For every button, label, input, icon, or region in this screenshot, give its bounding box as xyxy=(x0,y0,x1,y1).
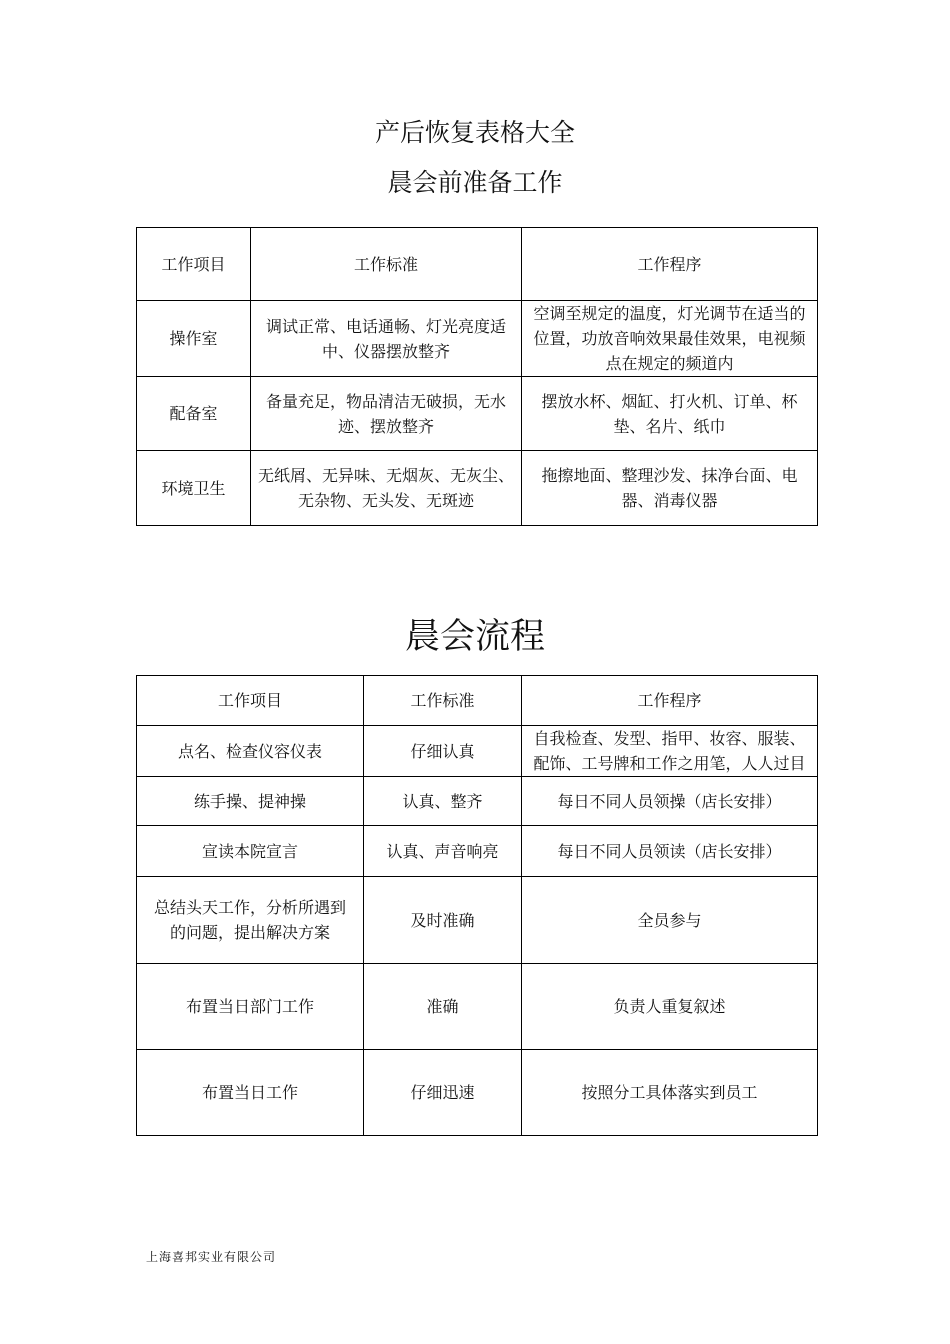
table-row xyxy=(137,777,818,826)
item-cell: 操作室 xyxy=(137,301,251,377)
item-cell: 宣读本院宣言 xyxy=(137,826,364,877)
standard-cell: 准确 xyxy=(364,964,522,1050)
table-row xyxy=(137,877,818,964)
morning-meeting-table xyxy=(136,675,818,1136)
procedure-cell: 按照分工具体落实到员工 xyxy=(522,1050,818,1136)
item-cell: 点名、检查仪容仪表 xyxy=(137,726,364,777)
item-cell: 配备室 xyxy=(137,377,251,451)
item-cell: 布置当日工作 xyxy=(137,1050,364,1136)
header-cell: 工作程序 xyxy=(522,676,818,726)
standard-cell: 调试正常、电话通畅、灯光亮度适中、仪器摆放整齐 xyxy=(251,301,522,377)
item-cell: 布置当日部门工作 xyxy=(137,964,364,1050)
standard-cell: 无纸屑、无异味、无烟灰、无灰尘、无杂物、无头发、无斑迹 xyxy=(251,451,522,526)
prep-work-table xyxy=(136,227,818,526)
standard-cell: 仔细迅速 xyxy=(364,1050,522,1136)
procedure-cell: 每日不同人员领操（店长安排） xyxy=(522,777,818,826)
standard-cell: 仔细认真 xyxy=(364,726,522,777)
company-footer: 上海喜邦实业有限公司 xyxy=(146,1250,277,1264)
table-row xyxy=(137,726,818,777)
table-row xyxy=(137,826,818,877)
standard-cell: 认真、整齐 xyxy=(364,777,522,826)
procedure-cell: 自我检查、发型、指甲、妆容、服装、配饰、工号牌和工作之用笔，人人过目 xyxy=(522,726,818,777)
header-cell: 工作项目 xyxy=(137,228,251,301)
header-cell: 工作标准 xyxy=(251,228,522,301)
header-cell: 工作项目 xyxy=(137,676,364,726)
table-header-row xyxy=(137,676,818,726)
standard-cell: 认真、声音响亮 xyxy=(364,826,522,877)
procedure-cell: 拖擦地面、整理沙发、抹净台面、电器、消毒仪器 xyxy=(522,451,818,526)
table-row xyxy=(137,377,818,451)
procedure-cell: 负责人重复叙述 xyxy=(522,964,818,1050)
document-title: 产后恢复表格大全 xyxy=(374,118,575,147)
item-cell: 练手操、提神操 xyxy=(137,777,364,826)
item-cell: 环境卫生 xyxy=(137,451,251,526)
table-header-row xyxy=(137,228,818,301)
table-row xyxy=(137,301,818,377)
section2-title: 晨会流程 xyxy=(404,617,545,657)
table-row xyxy=(137,1050,818,1136)
header-cell: 工作标准 xyxy=(364,676,522,726)
table-row xyxy=(137,964,818,1050)
item-cell: 总结头天工作，分析所遇到的问题，提出解决方案 xyxy=(137,877,364,964)
section1-title: 晨会前准备工作 xyxy=(387,168,563,197)
standard-cell: 备量充足，物品清洁无破损，无水迹、摆放整齐 xyxy=(251,377,522,451)
procedure-cell: 全员参与 xyxy=(522,877,818,964)
standard-cell: 及时准确 xyxy=(364,877,522,964)
procedure-cell: 摆放水杯、烟缸、打火机、订单、杯垫、名片、纸巾 xyxy=(522,377,818,451)
procedure-cell: 每日不同人员领读（店长安排） xyxy=(522,826,818,877)
procedure-cell: 空调至规定的温度，灯光调节在适当的位置，功放音响效果最佳效果，电视频点在规定的频道内 xyxy=(522,301,818,377)
header-cell: 工作程序 xyxy=(522,228,818,301)
table-row xyxy=(137,451,818,526)
